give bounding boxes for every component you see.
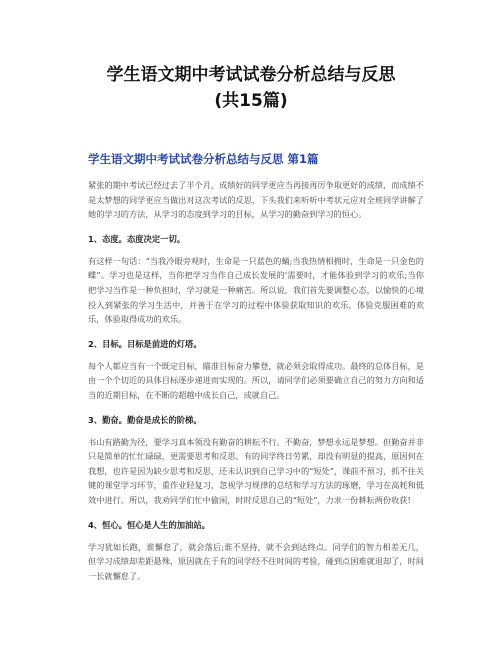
sub-heading-perseverance: 4、恒心。恒心是人生的加油站。 bbox=[88, 519, 210, 530]
sub-heading-diligence: 3、勤奋。勤奋是成长的阶梯。 bbox=[88, 414, 202, 425]
section-heading: 学生语文期中考试试卷分析总结与反思 第1篇 bbox=[88, 152, 319, 166]
paragraph-attitude: 有这样一句话：“当我冷眼旁观时，生命是一只蓝色的蛹;当我热情相拥时，生命是一只金色的蝶”。学习也是这样，当你把学习当作自己成长发展的'需要时，才能体验到学习的欢乐;当你把学习当作是一种负担时，学习就是一种痛苦。所以说，我们首先要调整心态，以愉快的心境投入到紧张的学习生活中，并善于在学习的过程中体验获取知识的欢乐，体验克服困难的欢乐，体验取得成功的欢乐。 bbox=[88, 255, 424, 325]
paragraph-diligence: 书山有路勤为径，要学习真本领没有勤奋的耕耘不行。不勤奋，梦想永远是梦想。但勤奋并非只是简单的忙忙碌碌，更需要思考和反思。有的同学终日劳累，却没有明显的提高，原因何在我想，也许是因为缺少思考和反思，还未认识到自己学习中的“短处”，课前不预习，抓不住关键的课堂学习环节，重作业轻复习，忽视学习规律的总结和学习方法的琢磨，学习在高耗和低效中进行。所以，我劝同学们忙中偷闲，时时反思自己的“短处”，力求一份耕耘两份收获! bbox=[88, 436, 424, 505]
intro-paragraph: 紧张的期中考试已经过去了半个月，成绩好的同学更应当再接再厉争取更好的成绩，而成绩不是太梦想的同学更应当做出对这次考试的反思，下头我们来听听中考状元应对全班同学讲解了她的学习的方法，从学习的态度到学习的目标，从学习的勤奋到学习的恒心。 bbox=[88, 180, 424, 220]
sub-heading-goal: 2、目标。目标是前进的灯塔。 bbox=[88, 338, 202, 349]
document-title-count: (共15篇) bbox=[214, 91, 288, 111]
article-body bbox=[88, 178, 424, 583]
paragraph-goal: 每个人都应当有一个既定目标，瞄准目标奋力攀登，就必须会取得成功。最终的总体目标，是由一个个切近的具体目标逐步递进而实现的。所以，请同学们必须要确立自己的努力方向和适当的近期目标，在不断的超越中成长自己，成就自己。 bbox=[88, 360, 424, 400]
paragraph-perseverance: 学习犹如长跑，谁懈怠了，就会落后;谁不坚持，就不会到达终点。同学们的智力相差无几，但学习成绩却差距悬殊，原因就在于有的同学经不住时间的考验，碰到点困难就退却了，时间一长就懈怠了。 bbox=[88, 541, 424, 581]
document-title: 学生语文期中考试试卷分析总结与反思 bbox=[106, 65, 396, 85]
sub-heading-attitude: 1、态度。态度决定一切。 bbox=[88, 233, 186, 244]
